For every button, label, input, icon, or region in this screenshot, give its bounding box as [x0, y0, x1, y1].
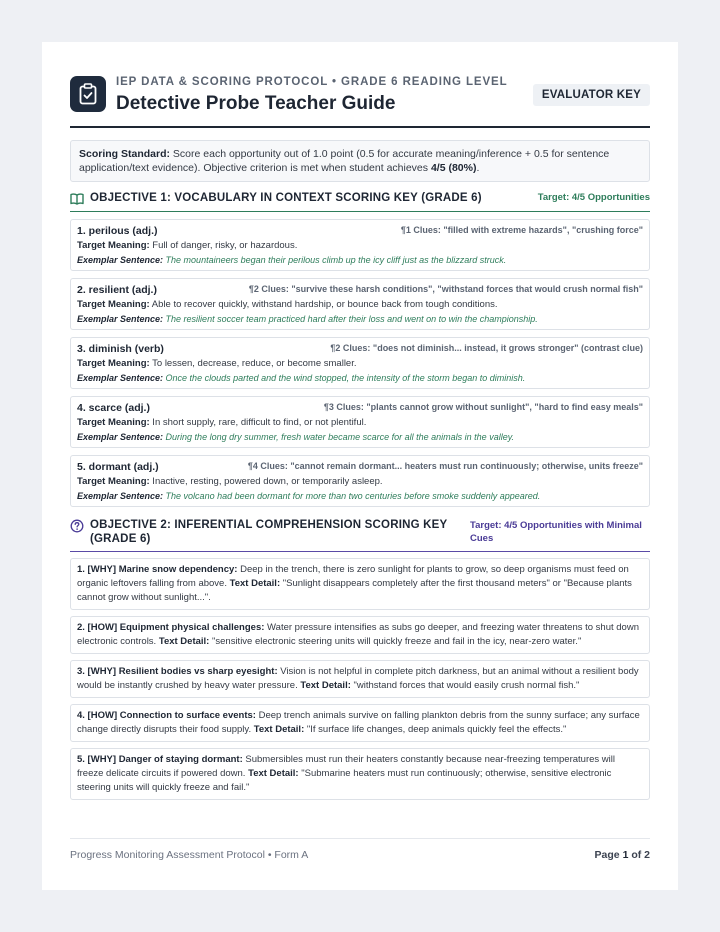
scoring-standard-box — [70, 140, 650, 182]
target-meaning-label: Target Meaning: — [77, 417, 150, 428]
target-meaning-text: To lessen, decrease, reduce, or become smaller. — [149, 358, 357, 369]
vocab-term: 2. resilient (adj.) — [77, 284, 157, 296]
text-detail-quote: "Submarine heaters must run continuously; otherwise, sensitive electronic steering units will quickly freeze and fail." — [77, 768, 612, 793]
inference-body: Deep trench animals survive on falling plankton debris from the sunny surface; any surface change directly disrupts their food supply. — [77, 710, 640, 735]
exemplar-sentence-label: Exemplar Sentence: — [77, 491, 164, 501]
inference-body: Water pressure intensifies as subs go deeper, and freezing water threatens to shut down electronic controls. — [77, 622, 639, 647]
vocab-item — [70, 455, 650, 507]
target-meaning-label: Target Meaning: — [77, 299, 150, 310]
inference-item — [70, 704, 650, 742]
inference-heading: 5. [WHY] Danger of staying dormant: — [77, 754, 243, 765]
objective1-title: OBJECTIVE 1: VOCABULARY IN CONTEXT SCORING KEY (GRADE 6) — [90, 192, 482, 204]
objective2-title: OBJECTIVE 2: INFERENTIAL COMPREHENSION SCORING KEY (GRADE 6) — [90, 519, 448, 545]
vocab-item — [70, 337, 650, 389]
target-meaning-label: Target Meaning: — [77, 476, 150, 487]
inference-item — [70, 748, 650, 800]
objective1-target: Target: 4/5 Opportunities — [537, 192, 650, 203]
exemplar-sentence-label: Exemplar Sentence: — [77, 373, 164, 383]
target-meaning-text: Inactive, resting, powered down, or temporarily asleep. — [149, 476, 383, 487]
vocab-term: 5. dormant (adj.) — [77, 461, 159, 473]
page-suffix: of 2 — [628, 849, 650, 861]
vocab-item — [70, 396, 650, 448]
evaluator-key-badge: EVALUATOR KEY — [533, 84, 650, 106]
footer — [70, 838, 650, 861]
exemplar-sentence — [77, 253, 643, 267]
inference-item — [70, 558, 650, 610]
target-meaning — [77, 239, 643, 253]
vocab-clues: ¶4 Clues: "cannot remain dormant... heaters must run continuously; otherwise, units freeze" — [247, 461, 643, 471]
exemplar-sentence-label: Exemplar Sentence: — [77, 314, 164, 324]
vocab-item — [70, 278, 650, 330]
header-kicker: IEP DATA & SCORING PROTOCOL • GRADE 6 READING LEVEL — [116, 76, 508, 88]
target-meaning-text: In short supply, rare, difficult to find, or not plentiful. — [149, 417, 367, 428]
vocab-item — [70, 219, 650, 271]
text-detail-label: Text Detail: — [158, 636, 210, 647]
exemplar-sentence-text: The mountaineers began their perilous climb up the icy cliff just as the blizzard struck. — [163, 255, 507, 265]
exemplar-sentence-text: The volcano had been dormant for more than two centuries before smoke suddenly appeared. — [163, 491, 541, 501]
target-meaning-label: Target Meaning: — [77, 358, 150, 369]
vocab-item-top — [77, 402, 643, 416]
exemplar-sentence-text: Once the clouds parted and the wind stopped, the intensity of the storm began to diminish. — [163, 373, 526, 383]
inference-heading: 4. [HOW] Connection to surface events: — [77, 710, 256, 721]
vocab-clues: ¶2 Clues: "survive these harsh conditions", "withstand forces that would crush normal fish" — [248, 284, 643, 294]
clipboard-icon — [70, 76, 106, 112]
header — [70, 74, 650, 130]
vocabulary-list — [70, 219, 650, 507]
target-meaning-text: Able to recover quickly, withstand hardship, or bounce back from tough conditions. — [149, 299, 498, 310]
page-title: Detective Probe Teacher Guide — [116, 93, 396, 114]
vocab-term: 3. diminish (verb) — [77, 343, 164, 355]
exemplar-sentence-label: Exemplar Sentence: — [77, 255, 164, 265]
vocab-item-top — [77, 461, 643, 475]
text-detail-label: Text Detail: — [229, 578, 281, 589]
target-meaning — [77, 416, 643, 430]
vocab-clues: ¶1 Clues: "filled with extreme hazards", "crushing force" — [400, 225, 643, 235]
text-detail-quote: "If surface life changes, deep animals quickly feel the effects." — [304, 724, 567, 735]
inference-heading: 3. [WHY] Resilient bodies vs sharp eyesight: — [77, 666, 278, 677]
inference-item — [70, 660, 650, 698]
vocab-clues: ¶2 Clues: "does not diminish... instead, it grows stronger" (contrast clue) — [330, 343, 643, 353]
target-meaning-text: Full of danger, risky, or hazardous. — [149, 240, 298, 251]
scoring-standard-end: . — [476, 162, 480, 174]
scoring-standard-label: Scoring Standard: — [79, 148, 171, 160]
exemplar-sentence-text: The resilient soccer team practiced hard after their loss and went on to win the championship. — [163, 314, 538, 324]
scoring-criterion: 4/5 (80%) — [430, 162, 477, 174]
scoring-standard-text: Score each opportunity out of 1.0 point (0.5 for accurate meaning/inference + 0.5 for sentence application/text evidence). Objective criterion is met when student achieves — [79, 148, 610, 174]
text-detail-label: Text Detail: — [300, 680, 351, 691]
page-prefix: Page — [594, 849, 623, 861]
inference-heading: 2. [HOW] Equipment physical challenges: — [77, 622, 265, 633]
header-divider — [70, 126, 650, 128]
vocab-item-top — [77, 343, 643, 357]
document-page — [42, 42, 678, 890]
inference-body: Vision is not helpful in complete pitch darkness, but an animal without a resilient body would be instantly crushed by heavy water pressure. — [77, 666, 639, 691]
question-circle-icon — [70, 519, 84, 533]
vocab-clues: ¶3 Clues: "plants cannot grow without sunlight", "hard to find easy meals" — [323, 402, 643, 412]
target-meaning — [77, 357, 643, 371]
page-indicator — [595, 849, 650, 861]
target-meaning — [77, 298, 643, 312]
exemplar-sentence — [77, 371, 643, 385]
target-meaning — [77, 475, 643, 489]
target-meaning-label: Target Meaning: — [77, 240, 150, 251]
inference-body: Deep in the trench, there is zero sunlight for plants to grow, so deep organisms must feed on organic leftovers falling from above. — [77, 564, 629, 589]
vocab-item-top — [77, 225, 643, 239]
text-detail-label: Text Detail: — [253, 724, 305, 735]
inference-body: Submersibles must run their heaters constantly because near-freezing temperatures will freeze delicate circuits if powered down. — [77, 754, 615, 779]
page-current: 1 — [622, 849, 629, 861]
objective1-header — [70, 191, 650, 212]
exemplar-sentence-label: Exemplar Sentence: — [77, 432, 164, 442]
vocab-item-top — [77, 284, 643, 298]
text-detail-quote: "Sunlight disappears completely after the first thousand meters" or "Because plants cannot grow without sunlight...". — [77, 578, 632, 603]
exemplar-sentence — [77, 489, 643, 503]
text-detail-label: Text Detail: — [248, 768, 299, 779]
vocab-term: 4. scarce (adj.) — [77, 402, 150, 414]
objective2-header — [70, 518, 650, 552]
inference-heading: 1. [WHY] Marine snow dependency: — [77, 564, 238, 575]
exemplar-sentence-text: During the long dry summer, fresh water became scarce for all the animals in the valley. — [163, 432, 515, 442]
footer-protocol-name: Progress Monitoring Assessment Protocol • Form A — [70, 849, 309, 861]
inference-item — [70, 616, 650, 654]
vocab-term: 1. perilous (adj.) — [77, 225, 158, 237]
exemplar-sentence — [77, 430, 643, 444]
book-open-icon — [70, 192, 84, 206]
objective2-target: Target: 4/5 Opportunities with Minimal Cues — [470, 520, 642, 544]
text-detail-quote: "withstand forces that would easily crush normal fish." — [350, 680, 580, 691]
text-detail-quote: "sensitive electronic steering units will quickly freeze and fail in the icy, near-zero water." — [209, 636, 582, 647]
exemplar-sentence — [77, 312, 643, 326]
inference-list — [70, 558, 650, 800]
